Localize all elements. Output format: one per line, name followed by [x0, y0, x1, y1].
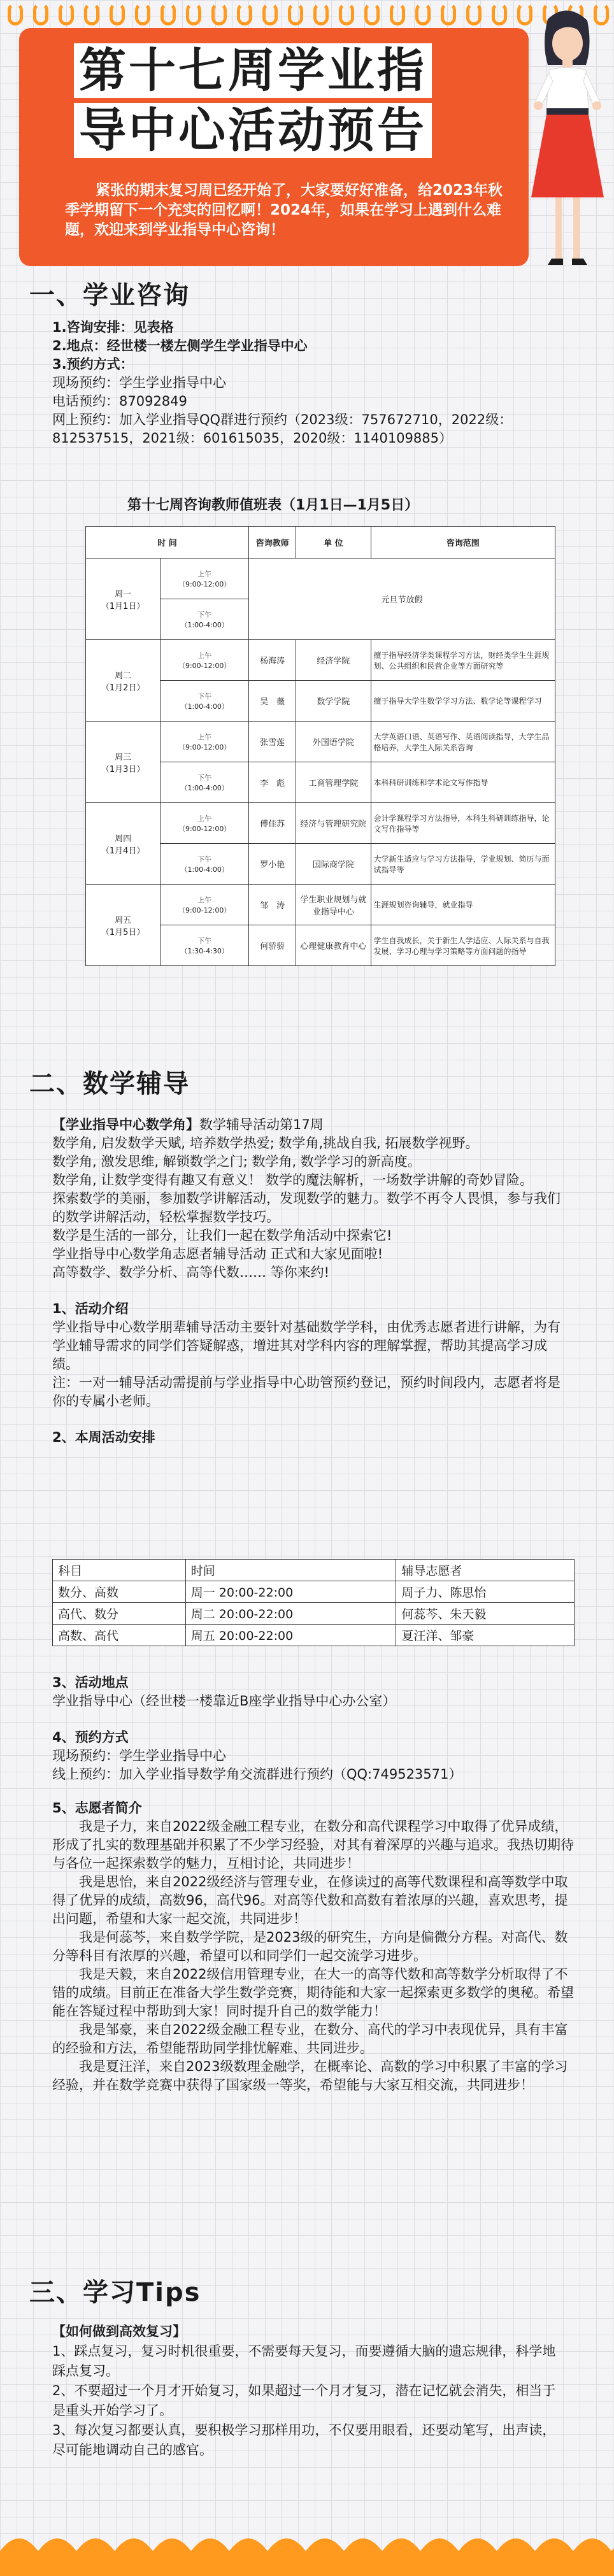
- slot-unit: 数学学院: [296, 681, 371, 722]
- week-col-volunteer: 辅导志愿者: [396, 1560, 575, 1581]
- slot-teacher: 傅佳苏: [249, 803, 296, 844]
- math-para-1: 数学角, 启发数学天赋, 培养数学热爱; 数学角,挑战自我, 拓展数学视野。: [52, 1135, 479, 1151]
- table-row: [86, 559, 555, 599]
- table-row: 高数、高代 周五 20:00-22:00 夏汪洋、邹豪: [53, 1625, 575, 1646]
- table-row: [86, 885, 555, 925]
- slot-scope: 本科科研训练和学术论文写作指导: [371, 762, 555, 803]
- math-intro: [52, 1116, 562, 1447]
- slot-teacher: 杨海涛: [249, 640, 296, 681]
- math-lead: 数学辅导活动第17周: [199, 1117, 324, 1132]
- schedule-caption: 第十七周咨询教师值班表（1月1日—1月5日）: [127, 497, 419, 513]
- activity-intro-heading: 1、活动介绍: [52, 1301, 129, 1316]
- header-banner: [19, 28, 529, 266]
- tip-item: 2、不要超过一个月才开始复习，如果超过一个月才复习，潜在记忆就会消失，相当于是重头开始学习了。: [52, 2383, 556, 2418]
- consult-location: 2.地点：经世楼一楼左侧学生学业指导中心: [52, 338, 308, 353]
- consult-info: [52, 318, 575, 448]
- math-para-6: 学业指导中心数学角志愿者辅导活动 正式和大家见面啦!: [52, 1246, 383, 1262]
- slot-unit: 心理健康教育中心: [296, 925, 371, 966]
- slot-scope: 学生自我成长，关于新生人学适应、人际关系与自我发展、学习心理与学习策略等方面问题的指导: [371, 925, 555, 966]
- col-scope: 咨询范围: [371, 527, 555, 559]
- slot-scope: 生涯规划咨询辅导，就业指导: [371, 885, 555, 925]
- consult-booking-phone: 电话预约：87092849: [52, 394, 187, 409]
- slot-time: 上午 （9:00-12:00）: [161, 722, 249, 762]
- day-cell: 周一 （1月1日）: [86, 559, 161, 640]
- slot-teacher: 张雪莲: [249, 722, 296, 762]
- intro-text: 紧张的期末复习周已经开始了，大家要好好准备，给2023年秋季学期留下一个充实的回忆啊！2024年，如果在学习上遇到什么难题，欢迎来到学业指导中心咨询！: [65, 182, 503, 238]
- slot-time: 上午 （9:00-12:00）: [161, 803, 249, 844]
- tip-item: 1、踩点复习，复习时机很重要，不需要每天复习，而要遵循大脑的遗忘规律，科学地踩点复习。: [52, 2344, 556, 2379]
- tips-tag: 【如何做到高效复习】: [52, 2324, 186, 2339]
- slot-scope: 擅于指导大学生数学学习方法、数学论等课程学习: [371, 681, 555, 722]
- volunteer-bio: 我是夏汪洋，来自2023级数理金融学，在概率论、高数的学习中积累了丰富的学习经验，并在数学竞赛中获得了国家级一等奖，希望能与大家互相交流，共同进步！: [52, 2059, 568, 2093]
- binder-ring: [415, 3, 431, 25]
- volunteer-bio: 我是子力，来自2022级金融工程专业，在数分和高代课程学习中取得了优异成绩，形成了扎实的数理基础并积累了不少学习经验，对其有着深厚的兴趣与追求。我热切期待与各位一起探索数学的魅力，互相讨论，共同进步！: [52, 1819, 574, 1871]
- col-teacher: 咨询教师: [249, 527, 296, 559]
- slot-time: 下午 （1:00-4:00）: [161, 844, 249, 885]
- table-row: [86, 640, 555, 681]
- binder-ring: [492, 3, 507, 25]
- slot-unit: 国际商学院: [296, 844, 371, 885]
- place-text: 学业指导中心（经世楼一楼靠近B座学业指导中心办公室）: [52, 1693, 396, 1709]
- math-para-3: 数学角, 让数学变得有趣又有意义！ 数学的魔法解析，一场数学讲解的奇妙冒险。: [52, 1172, 534, 1188]
- week-col-time: 时间: [185, 1560, 396, 1581]
- slot-scope: 会计学课程学习方法指导，本科生科研训练指导，论文写作指导等: [371, 803, 555, 844]
- slot-time: 下午 （1:00-4:00）: [161, 681, 249, 722]
- page-title: [74, 41, 432, 160]
- slot-teacher: 李 彪: [249, 762, 296, 803]
- binder-ring: [339, 3, 354, 25]
- volunteer-bio: 我是何蕊芩，来自数学学院，是2023级的研究生，方向是偏微分方程。对高代、数分等科目有浓厚的兴趣，希望可以和同学们一起交流学习进步。: [52, 1930, 568, 1963]
- activity-intro-note: 注：一对一辅导活动需提前与学业指导中心助管预约登记，预约时间段内，志愿者将是你的专属小老师。: [52, 1375, 560, 1409]
- slot-time: 下午 （1:00-4:00）: [161, 599, 249, 640]
- slot-unit: 学生职业规划与就业指导中心: [296, 885, 371, 925]
- day-cell: 周二 （1月2日）: [86, 640, 161, 722]
- binder-ring: [135, 3, 150, 25]
- volunteer-bio: 我是邹豪，来自2022级金融工程专业，在数分、高代的学习中表现优异，具有丰富的经验和方法，希望能帮助同学排忧解难、共同进步。: [52, 2022, 568, 2056]
- binder-ring: [33, 3, 48, 25]
- binder-ring: [262, 3, 278, 25]
- slot-scope: 大学新生适应与学习方法指导，学业规划、简历与面试指导等: [371, 844, 555, 885]
- section-heading-consult: 一、学业咨询: [29, 281, 190, 310]
- consult-arrangement: 1.咨询安排：见表格: [52, 320, 174, 335]
- woman-illustration: [522, 6, 611, 280]
- binder-ring: [84, 3, 99, 25]
- day-cell: 周四 （1月4日）: [86, 803, 161, 885]
- binder-ring: [441, 3, 456, 25]
- table-row: 数分、高数 周一 20:00-22:00 周子力、陈思怡: [53, 1581, 575, 1603]
- tip-item: 3、每次复习都要认真，要积极学习那样用功，不仅要用眼看，还要动笔写，出声读，尽可能地调动自己的感官。: [52, 2423, 556, 2458]
- week-schedule-table: [52, 1559, 575, 1646]
- volunteer-bio: 我是天毅，来自2022级信用管理专业，在大一的高等代数和高等数学分析取得了不错的成绩。目前正在准备大学生数学竞赛，期待能和大家一起探索更多数学的奥秘。希望能在答疑过程中帮助到大家！同时提升自己的数学能力！: [52, 1967, 574, 2019]
- booking-online: 线上预约：加入学业指导数学角交流群进行预约（QQ:749523571）: [52, 1767, 462, 1782]
- binder-ring: [313, 3, 329, 25]
- title-line-1: 第十七周学业指: [74, 43, 432, 98]
- table-row: 高代、数分 周二 20:00-22:00 何蕊芩、朱天毅: [53, 1603, 575, 1625]
- volunteer-bio: 我是思怡，来自2022级经济与管理专业，在修读过的高等代数课程和高等数学中取得了优异的成绩，高数96，高代96。对高等代数和高数有着浓厚的兴趣，喜欢思考，提出问题，希望和大家一起交流，共同进步！: [52, 1874, 568, 1926]
- week-schedule-heading: 2、本周活动安排: [52, 1430, 155, 1445]
- day-cell: 周五 （1月5日）: [86, 885, 161, 966]
- slot-time: 上午 （9:00-12:00）: [161, 559, 249, 599]
- activity-intro-body: 学业指导中心数学朋辈辅导活动主要针对基础数学学科，由优秀志愿者进行讲解，为有学业辅导需求的同学们答疑解惑，增进其对学科内容的理解掌握，帮助其提高学习成绩。: [52, 1320, 560, 1372]
- binder-ring: [288, 3, 303, 25]
- binder-ring: [211, 3, 227, 25]
- slot-unit: 工商管理学院: [296, 762, 371, 803]
- slot-time: 上午 （9:00-12:00）: [161, 885, 249, 925]
- math-details: [52, 1674, 575, 2095]
- section-heading-tips: 三、学习Tips: [29, 2278, 201, 2307]
- day-cell: 周三 （1月3日）: [86, 722, 161, 803]
- binder-ring: [364, 3, 380, 25]
- binder-ring: [110, 3, 125, 25]
- binder-ring: [237, 3, 252, 25]
- slot-unit: 经济与管理研究院: [296, 803, 371, 844]
- footer-decoration: [0, 2526, 614, 2576]
- slot-time: 下午 （1:30-4:30）: [161, 925, 249, 966]
- binder-ring: [59, 3, 74, 25]
- binder-ring: [8, 3, 23, 25]
- title-line-2: 导中心活动预告: [74, 103, 432, 158]
- binder-ring: [390, 3, 405, 25]
- week-col-subject: 科目: [53, 1560, 186, 1581]
- slot-scope: 大学英语口语、英语写作、英语阅读指导，大学生品格培养，大学生人际关系咨询: [371, 722, 555, 762]
- place-heading: 3、活动地点: [52, 1675, 129, 1690]
- slot-unit: 外国语学院: [296, 722, 371, 762]
- slot-unit: 经济学院: [296, 640, 371, 681]
- volunteer-heading: 5、志愿者简介: [52, 1800, 142, 1816]
- table-row: [86, 722, 555, 762]
- slot-teacher: 罗小艳: [249, 844, 296, 885]
- binder-ring: [466, 3, 482, 25]
- schedule-table: [85, 526, 555, 966]
- slot-teacher: 邹 涛: [249, 885, 296, 925]
- binder-ring: [186, 3, 201, 25]
- consult-booking-online: 网上预约：加入学业指导QQ群进行预约（2023级：757672710，2022级：812537515，2021级：601615035，2020级：1140109885）: [52, 412, 513, 446]
- slot-scope: 擅于指导经济学类课程学习方法，财经类学生生涯规划、公共组织和民营企业等方面研究等: [371, 640, 555, 681]
- math-corner-tag: 【学业指导中心数学角】: [52, 1117, 199, 1132]
- consult-booking-onsite: 现场预约：学生学业指导中心: [52, 375, 226, 390]
- col-unit: 单 位: [296, 527, 371, 559]
- booking-heading: 4、预约方式: [52, 1730, 129, 1745]
- binder-ring: [161, 3, 176, 25]
- section-heading-math: 二、数学辅导: [29, 1069, 190, 1099]
- consult-booking-title: 3.预约方式：: [52, 357, 134, 372]
- math-para-7: 高等数学、数学分析、高等代数…… 等你来约!: [52, 1265, 330, 1280]
- holiday-cell: 元旦节放假: [249, 559, 555, 640]
- table-row: [86, 803, 555, 844]
- math-para-2: 数学角, 激发思维, 解锁数学之门; 数学角, 数学学习的新高度。: [52, 1154, 421, 1169]
- tips-body: [52, 2322, 562, 2460]
- slot-time: 下午 （1:00-4:00）: [161, 762, 249, 803]
- booking-onsite: 现场预约：学生学业指导中心: [52, 1748, 226, 1763]
- slot-teacher: 何骄骄: [249, 925, 296, 966]
- math-para-5: 数学是生活的一部分，让我们一起在数学角活动中探索它!: [52, 1228, 392, 1243]
- math-para-4: 探索数学的美丽，参加数学讲解活动，发现数学的魅力。数学不再令人畏惧，参与我们的数学讲解活动，轻松掌握数学技巧。: [52, 1191, 560, 1225]
- slot-time: 上午 （9:00-12:00）: [161, 640, 249, 681]
- slot-teacher: 吴 薇: [249, 681, 296, 722]
- col-time: 时 间: [86, 527, 249, 559]
